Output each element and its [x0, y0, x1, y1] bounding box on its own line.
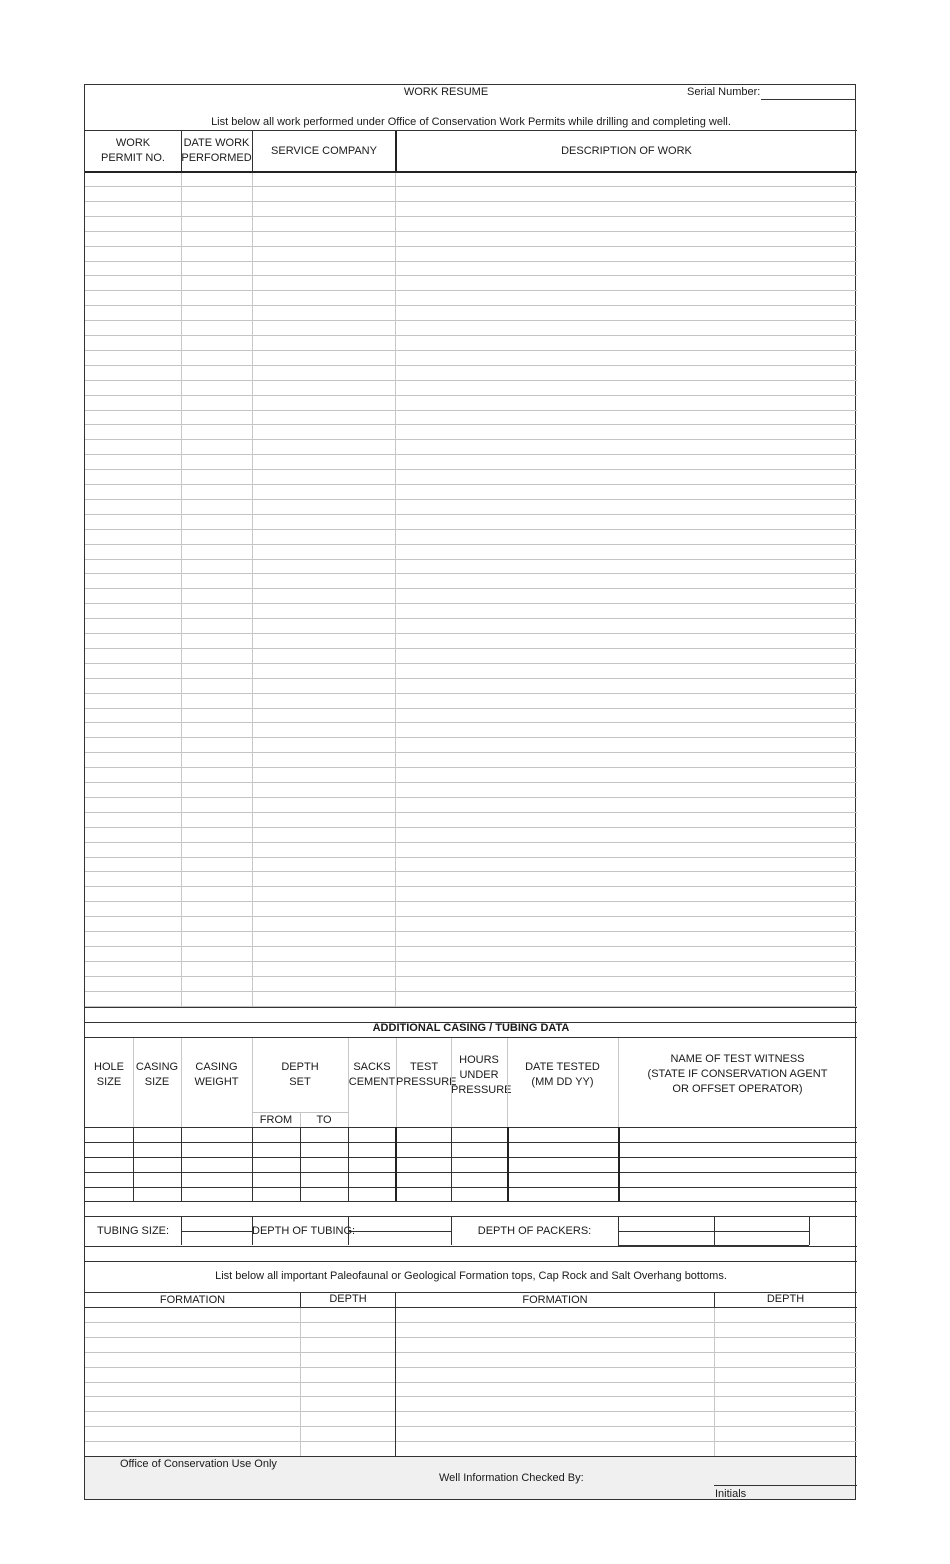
col-header-service-company: SERVICE COMPANY: [271, 145, 377, 157]
work-row-line: [85, 484, 857, 485]
serial-number-label: Serial Number:: [687, 86, 761, 98]
casing-row-line: [85, 1187, 857, 1188]
divider: [300, 1308, 301, 1456]
col-header-work-permit-1: WORK: [115, 137, 151, 149]
divider: [300, 1113, 301, 1127]
work-row-line: [85, 871, 857, 872]
col-header-depth-set-1: DEPTH: [281, 1061, 319, 1073]
work-row-line: [85, 275, 857, 276]
depth-of-packers-label: DEPTH OF PACKERS:: [477, 1225, 592, 1237]
divider: [85, 1307, 857, 1308]
work-row-line: [85, 857, 857, 858]
casing-col-line: [133, 1127, 134, 1201]
work-row-line: [85, 961, 857, 962]
depth-of-tubing-label: DEPTH OF TUBING:: [252, 1225, 356, 1237]
divider: [252, 173, 253, 1007]
col-header-test-pressure-1: TEST: [409, 1061, 439, 1073]
divider: [395, 1293, 396, 1307]
work-row-line: [85, 931, 857, 932]
col-header-witness-3: OR OFFSET OPERATOR): [672, 1083, 803, 1095]
divider: [507, 1038, 508, 1127]
col-header-hours-1: HOURS: [459, 1054, 499, 1066]
casing-row-line: [85, 1172, 857, 1173]
divider: [181, 173, 182, 1007]
work-row-line: [85, 231, 857, 232]
casing-col-line: [395, 1127, 397, 1201]
work-row-line: [85, 439, 857, 440]
work-row-line: [85, 752, 857, 753]
casing-col-line: [507, 1127, 509, 1201]
office-use-label: Office of Conservation Use Only: [120, 1458, 277, 1470]
formation-header-1: FORMATION: [159, 1294, 226, 1306]
casing-row-line: [85, 1127, 857, 1128]
work-row-line: [85, 350, 857, 351]
work-row-line: [85, 559, 857, 560]
col-header-witness-1: NAME OF TEST WITNESS: [670, 1053, 805, 1065]
formation-header-2: FORMATION: [522, 1294, 588, 1306]
casing-col-line: [252, 1127, 253, 1201]
divider: [451, 1038, 452, 1127]
formation-row-line: [85, 1396, 857, 1397]
divider: [181, 1231, 252, 1232]
tubing-size-label: TUBING SIZE:: [96, 1225, 170, 1237]
work-row-line: [85, 261, 857, 262]
work-row-line: [85, 842, 857, 843]
work-row-line: [85, 499, 857, 500]
col-header-depth-set-2: SET: [289, 1076, 311, 1088]
formation-row-line: [85, 1411, 857, 1412]
checked-by-label: Well Information Checked By:: [439, 1472, 584, 1484]
work-row-line: [85, 529, 857, 530]
divider: [133, 1038, 134, 1127]
col-header-date-work-2: PERFORMED: [181, 152, 252, 164]
divider: [395, 131, 397, 171]
work-row-line: [85, 216, 857, 217]
work-table-header-bottom: [85, 171, 857, 173]
col-header-witness-2: (STATE IF CONSERVATION AGENT: [647, 1068, 828, 1080]
initials-label: Initials: [715, 1488, 747, 1500]
work-row-line: [85, 380, 857, 381]
work-row-line: [85, 648, 857, 649]
work-row-line: [85, 886, 857, 887]
work-row-line: [85, 424, 857, 425]
divider: [252, 1217, 253, 1245]
formation-row-line: [85, 1337, 857, 1338]
work-row-line: [85, 991, 857, 992]
col-header-hole-size-2: SIZE: [96, 1076, 122, 1088]
formation-row-line: [85, 1441, 857, 1442]
divider: [85, 130, 857, 131]
work-row-line: [85, 305, 857, 306]
casing-row-line: [85, 1157, 857, 1158]
casing-col-line: [348, 1127, 349, 1201]
work-row-line: [85, 916, 857, 917]
work-row-line: [85, 365, 857, 366]
depth-header-1: DEPTH: [329, 1293, 367, 1305]
col-header-description: DESCRIPTION OF WORK: [561, 145, 692, 157]
work-row-line: [85, 410, 857, 411]
divider: [85, 1246, 857, 1247]
packer-depth-field-3[interactable]: [809, 1217, 857, 1245]
col-header-date-tested-2: (MM DD YY): [531, 1076, 594, 1088]
col-header-from: FROM: [259, 1114, 293, 1126]
divider: [348, 1231, 452, 1232]
col-header-casing-weight-1: CASING: [195, 1061, 238, 1073]
casing-col-line: [181, 1127, 182, 1201]
work-row-line: [85, 290, 857, 291]
divider: [395, 173, 396, 1007]
work-row-line: [85, 663, 857, 664]
casing-col-line: [300, 1127, 301, 1201]
divider: [181, 131, 182, 171]
work-row-line: [85, 201, 857, 202]
work-row-line: [85, 946, 857, 947]
col-header-sacks-cement-1: SACKS: [353, 1061, 391, 1073]
formation-row-line: [85, 1382, 857, 1383]
divider: [85, 1037, 857, 1038]
work-row-line: [85, 186, 857, 187]
divider: [714, 1293, 715, 1307]
form-title: WORK RESUME: [403, 86, 489, 98]
col-header-hours-3: PRESSURE: [451, 1084, 512, 1096]
formation-row-line: [85, 1367, 857, 1368]
col-header-casing-weight-2: WEIGHT: [194, 1076, 239, 1088]
divider: [348, 1038, 349, 1127]
work-row-line: [85, 573, 857, 574]
work-row-line: [85, 797, 857, 798]
work-row-line: [85, 588, 857, 589]
casing-col-line: [618, 1127, 620, 1201]
divider: [395, 1308, 396, 1456]
work-row-line: [85, 767, 857, 768]
work-row-line: [85, 320, 857, 321]
divider: [714, 1308, 715, 1456]
work-row-line: [85, 737, 857, 738]
col-header-hours-2: UNDER: [459, 1069, 499, 1081]
work-row-line: [85, 603, 857, 604]
work-row-line: [85, 469, 857, 470]
work-row-line: [85, 708, 857, 709]
work-row-line: [85, 901, 857, 902]
work-row-line: [85, 454, 857, 455]
serial-number-field[interactable]: [761, 84, 856, 100]
divider: [85, 1201, 857, 1202]
work-table-bottom: [85, 1007, 857, 1008]
col-header-date-work-1: DATE WORK: [183, 137, 250, 149]
work-row-line: [85, 827, 857, 828]
col-header-test-pressure-2: PRESSURE: [396, 1076, 457, 1088]
work-row-line: [85, 633, 857, 634]
work-instruction: List below all work performed under Office of Conservation Work Permits while drilling and completing well.: [211, 116, 731, 128]
divider: [618, 1038, 619, 1127]
divider: [252, 131, 253, 171]
formation-row-line: [85, 1352, 857, 1353]
initials-field[interactable]: [714, 1470, 857, 1486]
col-header-casing-size-1: CASING: [135, 1061, 179, 1073]
work-resume-form: [84, 84, 856, 1500]
col-header-work-permit-2: PERMIT NO.: [101, 152, 165, 164]
col-header-hole-size-1: HOLE: [94, 1061, 124, 1073]
work-row-line: [85, 812, 857, 813]
formation-row-line: [85, 1322, 857, 1323]
work-row-line: [85, 395, 857, 396]
divider: [252, 1038, 253, 1127]
work-row-line: [85, 544, 857, 545]
work-row-line: [85, 514, 857, 515]
work-row-line: [85, 246, 857, 247]
casing-section-title: ADDITIONAL CASING / TUBING DATA: [372, 1022, 570, 1034]
formation-row-line: [85, 1426, 857, 1427]
depth-header-2: DEPTH: [766, 1293, 805, 1305]
work-row-line: [85, 618, 857, 619]
divider: [85, 1261, 857, 1262]
col-header-casing-size-2: SIZE: [144, 1076, 170, 1088]
formation-instruction: List below all important Paleofaunal or Geological Formation tops, Cap Rock and Salt Overhang bottoms.: [215, 1270, 727, 1282]
casing-row-line: [85, 1142, 857, 1143]
col-header-to: TO: [316, 1114, 332, 1126]
col-header-sacks-cement-2: CEMENT: [348, 1076, 396, 1088]
work-row-line: [85, 722, 857, 723]
work-row-line: [85, 782, 857, 783]
divider: [396, 1038, 397, 1127]
divider: [300, 1293, 301, 1307]
work-row-line: [85, 693, 857, 694]
col-header-date-tested-1: DATE TESTED: [525, 1061, 600, 1073]
work-row-line: [85, 976, 857, 977]
work-row-line: [85, 335, 857, 336]
work-row-line: [85, 678, 857, 679]
divider: [181, 1038, 182, 1127]
divider: [618, 1231, 809, 1232]
casing-col-line: [451, 1127, 452, 1201]
